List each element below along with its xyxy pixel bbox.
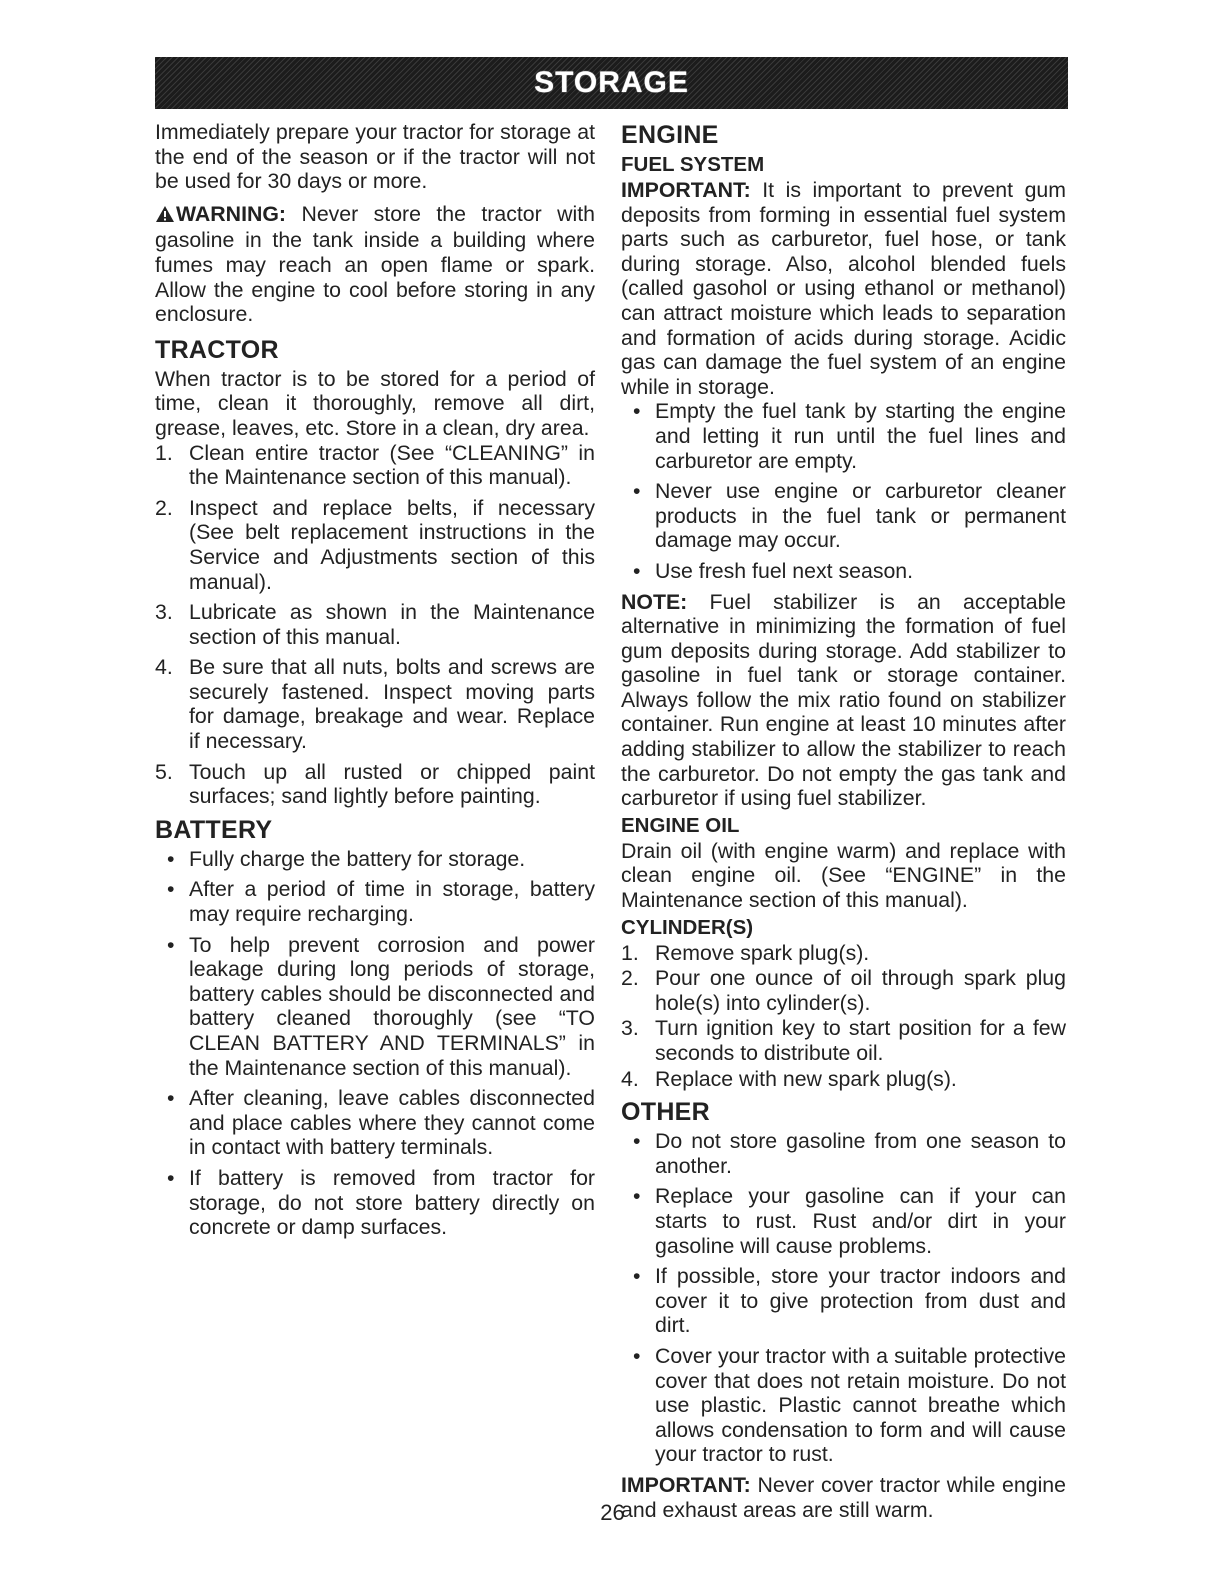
storage-banner <box>155 57 1068 109</box>
bullet-icon: • <box>633 1184 641 1209</box>
other-item-text: Do not store gasoline from one season to another. <box>655 1129 1066 1178</box>
cylinder-step <box>621 941 1066 966</box>
intro-paragraph: Immediately prepare your tractor for storage at the end of the season or if the tractor will not be used for 30 days or more. <box>155 120 595 194</box>
other-item-text: Cover your tractor with a suitable protective cover that does not retain moisture. Do not use plastic. Plastic cannot breathe which allows condensation to form and will cause your tractor to rust. <box>655 1343 1066 1467</box>
step-text: Remove spark plug(s). <box>655 940 870 965</box>
cylinder-step <box>621 1016 1066 1065</box>
other-heading: OTHER <box>621 1098 710 1127</box>
warning-label: WARNING: <box>176 201 287 226</box>
tractor-step <box>155 600 595 649</box>
note-label: NOTE: <box>621 589 688 614</box>
bullet-icon: • <box>633 399 641 424</box>
other-item <box>621 1264 1066 1338</box>
note-paragraph <box>621 590 1066 811</box>
fuel-item <box>621 399 1066 473</box>
warning-paragraph <box>155 202 595 327</box>
battery-item <box>155 1086 595 1160</box>
other-item <box>621 1184 1066 1258</box>
other-item <box>621 1129 1066 1178</box>
battery-item <box>155 847 595 872</box>
page-title: STORAGE <box>534 66 689 99</box>
bullet-icon: • <box>633 1129 641 1154</box>
tractor-intro: When tractor is to be stored for a period of time, clean it thoroughly, remove all dirt, grease, leaves, etc. Store in a clean, dry area. <box>155 366 595 440</box>
cylinders-heading: CYLINDER(S) <box>621 915 754 939</box>
fuel-item-text: Use fresh fuel next season. <box>655 558 914 583</box>
step-number: 2. <box>155 495 173 520</box>
battery-item-text: To help prevent corrosion and power leakage during long periods of storage, battery cables should be disconnected and battery cleaned thoroughly (see “TO CLEAN BATTERY AND TERMINALS” in the Maintenance section of this manual). <box>189 932 595 1080</box>
bullet-icon: • <box>633 558 641 583</box>
step-text: Replace with new spark plug(s). <box>655 1066 957 1091</box>
step-text: Be sure that all nuts, bolts and screws are securely fastened. Inspect moving parts for damage, breakage and wear. Replace if necessary. <box>189 655 595 754</box>
step-number: 4. <box>621 1066 639 1091</box>
cylinder-step <box>621 966 1066 1015</box>
battery-item-text: After cleaning, leave cables disconnected and place cables where they cannot come in contact with battery terminals. <box>189 1086 595 1160</box>
fuel-item <box>621 559 1066 584</box>
step-number: 1. <box>155 440 173 465</box>
fuel-item-text: Never use engine or carburetor cleaner products in the fuel tank or permanent damage may occur. <box>655 479 1066 553</box>
cylinder-step <box>621 1067 1066 1092</box>
step-number: 2. <box>621 966 639 991</box>
step-text: Turn ignition key to start position for a few seconds to distribute oil. <box>655 1016 1066 1065</box>
engine-heading: ENGINE <box>621 121 719 149</box>
fuel-item <box>621 479 1066 553</box>
bullet-icon: • <box>167 846 175 871</box>
fuel-item-text: Empty the fuel tank by starting the engine and letting it run until the fuel lines and carburetor are empty. <box>655 399 1066 473</box>
step-number: 1. <box>621 940 639 965</box>
important-label: IMPORTANT: <box>621 178 751 202</box>
bullet-icon: • <box>167 1086 175 1111</box>
bullet-icon: • <box>633 479 641 504</box>
battery-item <box>155 1166 595 1240</box>
warning-text: Never store the tractor with gasoline in the tank inside a building where fumes may reach an open flame or spark. Allow the engine to cool before storing in any enclosure. <box>155 201 596 327</box>
step-number: 5. <box>155 759 173 784</box>
tractor-heading: TRACTOR <box>155 335 279 364</box>
note-text: Fuel stabilizer is an acceptable alternative in minimizing the formation of fuel gum deposits during storage. Add stabilizer to gasoline in fuel tank or storage container. Always follow the mix ratio found on stabilizer container. Run engine at least 10 minutes after adding stabilizer to allow the stabilizer to reach the carburetor. Do not empty the gas tank and carburetor if using fuel stabilizer. <box>621 589 1067 811</box>
other-list <box>621 1129 1066 1467</box>
step-number: 3. <box>155 600 173 625</box>
bullet-icon: • <box>167 877 175 902</box>
step-text: Touch up all rusted or chipped paint surfaces; sand lightly before painting. <box>189 759 595 809</box>
step-number: 4. <box>155 655 173 680</box>
battery-item-text: Fully charge the battery for storage. <box>189 846 526 871</box>
battery-item <box>155 933 595 1081</box>
battery-item-text: If battery is removed from tractor for storage, do not store battery directly on concrete or damp surfaces. <box>189 1165 595 1240</box>
fuel-important-paragraph <box>621 178 1066 399</box>
tractor-steps <box>155 441 595 809</box>
tractor-step <box>155 441 595 490</box>
step-text: Inspect and replace belts, if necessary (See belt replacement instructions in the Service and Adjustments section of this manual). <box>189 495 595 594</box>
warning-triangle-icon <box>155 204 175 229</box>
step-text: Lubricate as shown in the Maintenance section of this manual. <box>189 600 595 649</box>
battery-list <box>155 847 595 1240</box>
fuel-list <box>621 399 1066 583</box>
left-column <box>155 120 595 1246</box>
important-text: Never cover tractor while engine and exhaust areas are still warm. <box>621 1472 1066 1522</box>
other-item-text: If possible, store your tractor indoors and cover it to give protection from dust and dirt. <box>655 1264 1066 1338</box>
step-number: 3. <box>621 1016 639 1041</box>
right-column <box>621 120 1066 1522</box>
tractor-step <box>155 496 595 594</box>
bullet-icon: • <box>633 1343 641 1368</box>
important-text: It is important to prevent gum deposits from forming in essential fuel system parts such as carburetor, fuel hose, or tank during storage. Also, alcohol blended fuels (called gasohol or using ethanol or methanol) can attract moisture which leads to separation and formation of acids during storage. Acidic gas can damage the fuel system of an engine while in storage. <box>621 178 1066 399</box>
step-text: Clean entire tractor (See “CLEANING” in the Maintenance section of this manual). <box>189 440 595 490</box>
engine-oil-text: Drain oil (with engine warm) and replace with clean engine oil. (See “ENGINE” in the Maintenance section of this manual). <box>621 838 1066 913</box>
cylinder-steps <box>621 941 1066 1092</box>
battery-heading: BATTERY <box>155 815 273 844</box>
important-label: IMPORTANT: <box>621 1472 751 1497</box>
bullet-icon: • <box>167 932 175 957</box>
fuel-system-heading: FUEL SYSTEM <box>621 153 765 176</box>
other-item-text: Replace your gasoline can if your can starts to rust. Rust and/or dirt in your gasoline will cause problems. <box>655 1184 1066 1258</box>
bullet-icon: • <box>633 1264 641 1289</box>
battery-item-text: After a period of time in storage, battery may require recharging. <box>189 877 595 927</box>
battery-item <box>155 877 595 926</box>
page-number: 26 <box>600 1500 625 1525</box>
bullet-icon: • <box>167 1165 175 1190</box>
engine-oil-heading: ENGINE OIL <box>621 813 740 837</box>
step-text: Pour one ounce of oil through spark plug hole(s) into cylinder(s). <box>655 966 1066 1015</box>
tractor-step <box>155 760 595 809</box>
tractor-step <box>155 655 595 753</box>
other-item <box>621 1344 1066 1467</box>
